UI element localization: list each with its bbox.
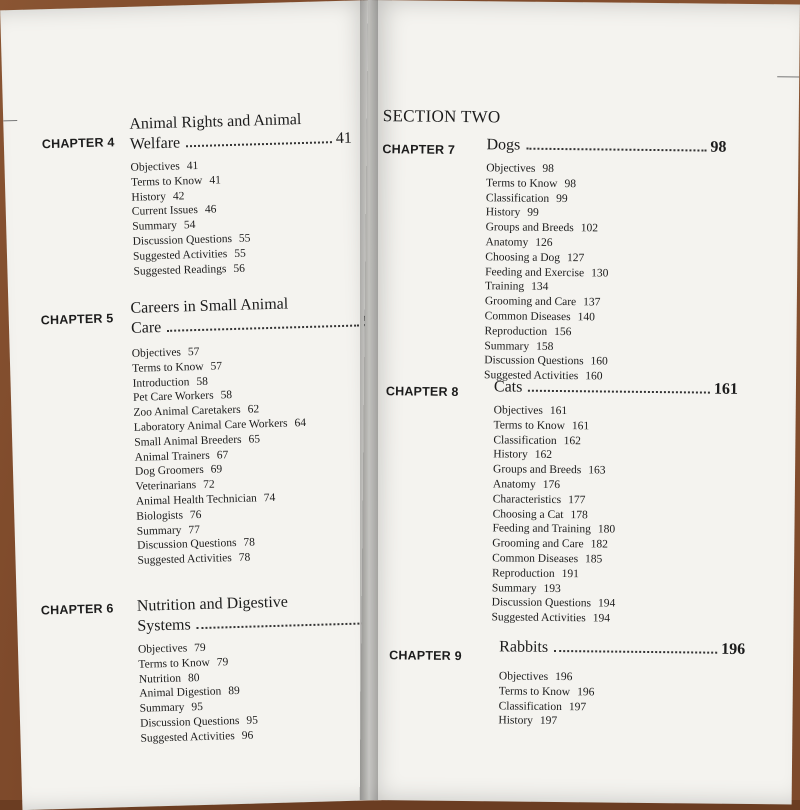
entry-title: Classification [498, 700, 562, 713]
entry-page-number: 194 [592, 612, 611, 625]
entry-title: Feeding and Training [492, 522, 591, 536]
chapter-label: CHAPTER 4 [41, 135, 115, 152]
entry-title: Summary [491, 581, 537, 595]
topic-list [132, 342, 310, 569]
entry-title: Common Diseases [484, 310, 571, 324]
entry-title: Biologists [136, 509, 184, 523]
entry-title: Reproduction [491, 567, 555, 580]
leader-dots [197, 622, 372, 629]
entry-page-number: 79 [216, 656, 229, 669]
entry-page-number: 182 [590, 538, 608, 551]
entry-page-number: 126 [535, 236, 553, 249]
entry-title: Groups and Breeds [485, 221, 574, 235]
toc-entry [493, 463, 617, 479]
entry-page-number: 197 [539, 715, 558, 728]
entry-page-number: 161 [549, 404, 568, 418]
entry-page-number: 89 [228, 685, 241, 698]
toc-entry [499, 669, 595, 685]
entry-page-number: 95 [246, 714, 259, 727]
entry-title: Zoo Animal Caretakers [133, 404, 241, 420]
entry-title: Terms to Know [138, 656, 210, 671]
entry-title: Nutrition [138, 672, 182, 686]
toc-entry [493, 492, 617, 508]
entry-title: Objectives [486, 162, 536, 175]
margin-rule [777, 76, 800, 78]
entry-page-number: 185 [585, 553, 603, 566]
chapter-label: CHAPTER 5 [40, 311, 114, 328]
toc-entry [492, 566, 616, 582]
entry-page-number: 56 [233, 262, 246, 275]
entry-page-number: 78 [238, 551, 251, 565]
toc-entry [498, 714, 594, 730]
toc-entry [494, 403, 618, 419]
title-line: Care [130, 319, 162, 337]
entry-page-number: 134 [531, 281, 549, 294]
entry-title: Objectives [131, 346, 182, 360]
entry-page-number: 193 [543, 582, 561, 595]
entry-page-number: 156 [554, 325, 572, 338]
entry-title: Classification [493, 433, 557, 447]
topic-list [491, 403, 617, 626]
chapter-label: CHAPTER 7 [382, 142, 456, 157]
entry-title: Laboratory Animal Care Workers [133, 417, 288, 434]
entry-title: Terms to Know [486, 177, 558, 190]
toc-entry [484, 324, 608, 340]
entry-title: History [498, 714, 534, 728]
entry-page-number: 177 [568, 493, 586, 507]
toc-entry [492, 581, 616, 597]
entry-page-number: 69 [210, 463, 223, 477]
entry-page-number: 178 [570, 508, 588, 521]
entry-title: Discussion Questions [136, 537, 237, 553]
chapter-page-number: 41 [335, 129, 353, 148]
entry-title: Suggested Activities [137, 552, 232, 567]
entry-page-number: 158 [536, 340, 554, 353]
entry-page-number: 196 [577, 686, 595, 699]
chapter-title [494, 377, 738, 400]
entry-title: Terms to Know [493, 419, 566, 432]
entry-page-number: 180 [597, 523, 616, 536]
entry-page-number: 99 [556, 192, 568, 205]
entry-title: Choosing a Cat [492, 507, 564, 521]
entry-title: Small Animal Breeders [134, 433, 242, 449]
entry-page-number: 163 [588, 464, 606, 477]
toc-entry [486, 206, 610, 222]
entry-title: Summary [139, 701, 185, 715]
entry-page-number: 62 [247, 403, 260, 416]
entry-page-number: 127 [566, 251, 585, 265]
entry-title: Discussion Questions [132, 232, 233, 248]
toc-entry [485, 235, 609, 251]
book-gutter [360, 0, 378, 800]
title-line: Dogs [486, 136, 521, 154]
chapter-label: CHAPTER 6 [40, 601, 114, 618]
entry-page-number: 160 [590, 355, 608, 368]
toc-entry [493, 418, 617, 434]
entry-title: Grooming and Care [484, 295, 577, 309]
entry-page-number: 162 [563, 434, 581, 447]
leader-dots [186, 141, 332, 147]
entry-page-number: 99 [527, 207, 539, 220]
entry-page-number: 76 [189, 508, 202, 522]
entry-page-number: 137 [583, 296, 601, 309]
toc-entry [492, 522, 616, 538]
topic-list [138, 639, 259, 746]
entry-title: History [131, 190, 167, 204]
chapter-title [486, 135, 726, 158]
entry-page-number: 67 [216, 448, 229, 462]
toc-entry [486, 161, 610, 177]
entry-title: Anatomy [485, 236, 529, 249]
entry-title: Suggested Activities [491, 611, 586, 625]
entry-page-number: 194 [597, 597, 616, 610]
entry-title: Objectives [498, 670, 549, 683]
title-line: Animal Rights and Animal [129, 111, 302, 133]
entry-title: Veterinarians [135, 479, 197, 493]
entry-page-number: 78 [243, 536, 256, 550]
toc-entry [133, 261, 251, 279]
entry-title: Suggested Activities [484, 369, 579, 383]
toc-entry [493, 477, 617, 493]
entry-title: Suggested Readings [133, 262, 227, 278]
entry-page-number: 77 [188, 523, 201, 536]
chapter-page-number: 196 [721, 640, 746, 658]
toc-entry [492, 551, 616, 567]
entry-title: Dog Groomers [134, 464, 204, 479]
entry-title: Objectives [493, 404, 543, 417]
chapter-title [137, 590, 392, 637]
left-page [0, 0, 394, 810]
entry-page-number: 79 [194, 641, 206, 655]
entry-title: Suggested Activities [140, 729, 235, 745]
toc-entry [484, 339, 608, 355]
title-line: Welfare [129, 134, 181, 153]
entry-page-number: 46 [204, 203, 217, 217]
toc-entry [499, 684, 595, 700]
title-line: Systems [137, 616, 191, 635]
entry-title: Current Issues [131, 204, 199, 219]
entry-page-number: 191 [561, 567, 579, 581]
entry-title: Summary [132, 219, 178, 233]
entry-title: Grooming and Care [492, 537, 584, 551]
toc-entry [493, 507, 617, 523]
toc-entry [485, 280, 609, 296]
toc-entry [485, 265, 609, 281]
title-line: Rabbits [499, 638, 549, 656]
toc-entry [491, 610, 615, 626]
leader-dots [167, 324, 359, 331]
entry-page-number: 130 [591, 266, 609, 280]
entry-title: Terms to Know [498, 685, 571, 698]
entry-page-number: 57 [210, 360, 223, 373]
entry-page-number: 54 [183, 219, 196, 232]
entry-page-number: 98 [564, 177, 577, 190]
chapter-label: CHAPTER 8 [385, 384, 459, 399]
entry-page-number: 102 [580, 222, 599, 235]
entry-title: Groups and Breeds [493, 463, 582, 477]
leader-dots [528, 390, 710, 394]
entry-title: History [493, 448, 528, 462]
entry-page-number: 98 [542, 162, 554, 175]
margin-rule [3, 120, 17, 121]
right-page [360, 0, 800, 804]
entry-page-number: 95 [191, 701, 204, 714]
entry-page-number: 57 [187, 345, 200, 359]
entry-page-number: 55 [234, 247, 246, 260]
toc-entry [492, 537, 616, 553]
title-line: Careers in Small Animal [130, 295, 289, 317]
entry-title: Classification [485, 191, 550, 205]
entry-page-number: 74 [263, 491, 276, 505]
entry-page-number: 58 [220, 389, 233, 402]
entry-title: Terms to Know [130, 174, 203, 189]
entry-page-number: 80 [187, 671, 200, 684]
topic-list [498, 669, 594, 729]
entry-title: Animal Health Technician [135, 492, 258, 508]
chapter-title [129, 109, 352, 155]
chapter-label: CHAPTER 9 [389, 648, 462, 664]
chapter-title [130, 292, 379, 339]
entry-page-number: 160 [585, 370, 603, 383]
toc-entry [485, 294, 609, 310]
toc-entry [484, 354, 608, 370]
entry-page-number: 197 [568, 700, 587, 713]
entry-page-number: 41 [209, 174, 222, 187]
entry-title: Feeding and Exercise [485, 265, 585, 279]
toc-entry [499, 699, 595, 715]
entry-page-number: 161 [571, 419, 590, 433]
toc-entry [485, 309, 609, 325]
entry-page-number: 41 [186, 159, 199, 173]
entry-page-number: 196 [555, 670, 573, 684]
entry-title: Introduction [132, 375, 190, 390]
chapter-page-number: 98 [710, 138, 727, 156]
entry-title: Characteristics [492, 493, 562, 506]
entry-title: Pet Care Workers [132, 389, 214, 405]
entry-page-number: 96 [241, 729, 254, 742]
entry-title: Objectives [137, 642, 188, 656]
entry-title: Objectives [130, 160, 180, 174]
topic-list [130, 158, 251, 280]
leader-dots [554, 650, 717, 654]
entry-title: Terms to Know [132, 360, 204, 375]
entry-title: Discussion Questions [484, 354, 584, 368]
entry-title: Summary [484, 339, 530, 353]
toc-entry [485, 250, 609, 266]
toc-entry [486, 191, 610, 207]
entry-page-number: 176 [542, 478, 561, 492]
chapter-page-number: 161 [713, 380, 739, 398]
entry-title: Reproduction [484, 325, 548, 338]
entry-page-number: 42 [172, 189, 185, 203]
entry-title: Discussion Questions [491, 596, 592, 610]
toc-entry [493, 448, 617, 464]
entry-page-number: 72 [202, 478, 215, 492]
toc-entry [486, 176, 610, 192]
toc-entry [140, 728, 258, 746]
leader-dots [526, 148, 706, 152]
entry-page-number: 58 [196, 375, 209, 388]
chapter-title [499, 637, 745, 660]
entry-title: Common Diseases [492, 552, 579, 566]
entry-page-number: 64 [294, 416, 307, 430]
toc-entry [492, 596, 616, 612]
toc-entry [493, 433, 617, 449]
entry-title: Discussion Questions [139, 714, 240, 730]
entry-title: Anatomy [492, 478, 536, 491]
entry-title: Summary [136, 524, 182, 538]
title-line: Nutrition and Digestive [136, 593, 289, 615]
entry-page-number: 140 [577, 311, 595, 324]
entry-title: History [485, 206, 521, 219]
entry-page-number: 65 [248, 433, 261, 446]
entry-page-number: 162 [534, 449, 553, 462]
entry-title: Suggested Activities [132, 247, 228, 263]
title-line: Cats [493, 378, 523, 396]
entry-page-number: 55 [238, 232, 251, 245]
entry-title: Training [484, 280, 525, 294]
entry-title: Choosing a Dog [485, 251, 561, 264]
entry-title: Animal Trainers [134, 449, 210, 464]
topic-list [484, 161, 610, 384]
toc-entry [486, 220, 610, 236]
section-title: SECTION TWO [382, 106, 501, 127]
entry-title: Animal Digestion [139, 685, 222, 701]
